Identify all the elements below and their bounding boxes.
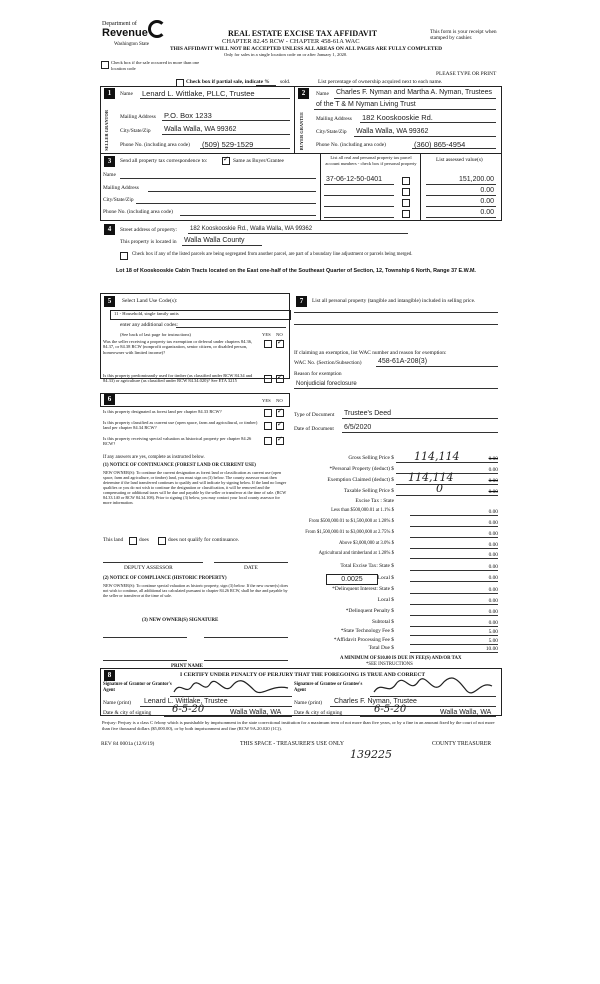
- tax-row-label: Local $: [377, 597, 394, 603]
- buyer-phone[interactable]: (360) 865-4954: [414, 140, 466, 149]
- same-as-buyer-label: Same as Buyer/Grantee: [233, 158, 284, 164]
- dept-line2: Revenue: [102, 27, 148, 39]
- buyer-phone-label: Phone No. (including area code): [316, 142, 386, 148]
- seller-city-label: City/State/Zip: [120, 128, 151, 134]
- legal-description[interactable]: Lot 18 of Kooskooskie Cabin Tracts located on the East one-half of the Southeast Quarter of Section, 12, Township 6 North, Range 37 E.W.M.: [116, 268, 476, 274]
- certify-statement: I CERTIFY UNDER PENALTY OF PERJURY THAT THE FOREGOING IS TRUE AND CORRECT: [180, 672, 426, 678]
- personal-property-label: List all personal property (tangible and intangible) included in selling price.: [312, 298, 476, 304]
- s5-q1-no[interactable]: [276, 340, 284, 348]
- doc-type-label: Type of Document: [294, 412, 335, 418]
- s6-q2-no[interactable]: [276, 422, 284, 430]
- s5-no-header: NO: [276, 332, 283, 337]
- tax-row-value[interactable]: 0.00: [488, 509, 498, 515]
- form-title: REAL ESTATE EXCISE TAX AFFIDAVIT: [228, 29, 378, 38]
- land-use-value: 11 - Household, single family units: [114, 311, 179, 316]
- seller-mailing-label: Mailing Address: [120, 114, 156, 120]
- deputy-date-label: DATE: [244, 565, 258, 571]
- s3-name-label: Name: [103, 172, 116, 178]
- tax-row-label: *State Technology Fee $: [340, 628, 394, 634]
- local-label: Local $: [377, 575, 394, 581]
- multi-location-checkbox[interactable]: [101, 61, 109, 69]
- grantee-name-label: Name (print): [294, 700, 322, 706]
- tax-row-label: Total Due $: [368, 645, 394, 651]
- notice2-body: NEW OWNER(S): To continue special valuation as historic property, sign (3) below. If the new owner(s) does not wish to continue, all additional tax calculated pursuant to chapter 84.26 RCW, shall be due and payable by the seller or transferor at the time of sale.: [103, 583, 289, 599]
- partial-sale-label: Check box if partial sale, indicate %: [186, 79, 270, 85]
- perjury-statement: Perjury: Perjury is a class C felony which is punishable by imprisonment in the state correctional institution for a maximum term of not more than five years, or by a fine in an amount fixed by the court of not more than five thousand dollars ($5,000.00), or by both imprisonment and fine (RCW 9A.20.020 (1C)).: [102, 720, 495, 731]
- does-not-label: does not qualify for continuance.: [168, 537, 240, 543]
- form-warning-sub: Only for sales in a single location code on or after January 1, 2020.: [224, 52, 348, 57]
- land-use-label: Select Land Use Code(s):: [122, 298, 178, 304]
- minimum-due: A MINIMUM OF $10.00 IS DUE IN FEE(S) AND/OR TAX: [340, 656, 462, 661]
- seller-phone-label: Phone No. (including area code): [120, 142, 190, 148]
- grantee-date[interactable]: 6-5-20: [374, 704, 407, 715]
- tax-row-value[interactable]: 5.00: [488, 629, 498, 635]
- section-1-badge: 1: [104, 88, 115, 99]
- logo-swoosh-icon: [148, 20, 166, 38]
- dept-line1: Department of: [102, 21, 137, 27]
- grantee-date-label: Date & city of signing: [294, 710, 343, 716]
- section-8-badge: 8: [104, 670, 115, 681]
- tax-row-label: *Personal Property (deduct) $: [329, 466, 394, 472]
- tax-row-label: Subtotal $: [371, 619, 394, 625]
- doc-type[interactable]: Trustee's Deed: [344, 410, 391, 417]
- additional-codes-label: enter any additional codes:: [120, 322, 178, 328]
- grantor-city[interactable]: Walla Walla, WA: [230, 709, 282, 716]
- form-warning: THIS AFFIDAVIT WILL NOT BE ACCEPTED UNLESS ALL AREAS ON ALL PAGES ARE FULLY COMPLETED: [170, 46, 443, 52]
- tax-row-label: From $1,500,000.01 to $3,000,000 at 2.75% $: [305, 530, 394, 535]
- tax-row-value[interactable]: 0.00: [488, 564, 498, 570]
- does-label: does: [139, 537, 149, 543]
- tax-row-value[interactable]: 0.00: [488, 456, 498, 462]
- does-checkbox[interactable]: [129, 537, 137, 545]
- tax-row-label: *Delinquent Interest: State $: [332, 586, 394, 592]
- parcel-number[interactable]: 37-06-12-50-0401: [326, 176, 383, 183]
- tax-row-label: *Delinquent Penalty $: [345, 608, 394, 614]
- grantor-date[interactable]: 6-5-20: [172, 704, 205, 715]
- s6-q3-yes[interactable]: [264, 437, 272, 445]
- segregated-label: Check box if any of the listed parcels are being segregated from another parcel, are part of a boundary line adjustment or parcels being merged.: [132, 252, 413, 257]
- s5-q2-yes[interactable]: [264, 375, 272, 383]
- notice2-title: (2) NOTICE OF COMPLIANCE (HISTORIC PROPERTY): [103, 576, 227, 581]
- s6-q1-no[interactable]: [276, 409, 284, 417]
- section-6-badge: 6: [104, 394, 115, 405]
- tax-row-hand: 114,114: [408, 471, 454, 484]
- tax-row-label: Excise Tax : State: [355, 498, 394, 504]
- buyer-mailing-label: Mailing Address: [316, 116, 352, 122]
- county[interactable]: Walla Walla County: [184, 237, 245, 244]
- located-label: This property is located in: [120, 239, 177, 245]
- seller-city[interactable]: Walla Walla, WA 99362: [164, 126, 237, 133]
- tax-row-value[interactable]: 0.00: [488, 587, 498, 593]
- tax-row-label: Exemption Claimed (deduct) $: [327, 477, 394, 483]
- treasurer-space: THIS SPACE - TREASURER'S USE ONLY: [240, 741, 345, 747]
- buyer-name-label: Name: [316, 91, 329, 97]
- print-name-label: PRINT NAME: [171, 664, 203, 669]
- personal-property-checkbox[interactable]: [402, 210, 410, 218]
- s3-phone-label: Phone No. (including area code): [103, 209, 173, 215]
- exemption-reason[interactable]: Nonjudicial foreclosure: [296, 381, 357, 387]
- sold-label: sold.: [280, 79, 291, 85]
- tax-row-label: From $500,000.01 to $1,500,000 at 1.28% $: [308, 519, 394, 524]
- buyer-side-label: BUYER GRANTEE: [299, 112, 304, 151]
- if-yes-label: If any answers are yes, complete as instructed below.: [103, 455, 205, 460]
- grantee-signature-icon: [370, 676, 496, 698]
- seller-phone[interactable]: (509) 529-1529: [202, 140, 254, 149]
- please-type: PLEASE TYPE OR PRINT: [436, 71, 497, 77]
- tax-row-hand: 114,114: [414, 450, 460, 463]
- tax-row-value[interactable]: 0.00: [488, 620, 498, 626]
- does-not-checkbox[interactable]: [158, 537, 166, 545]
- grantee-name[interactable]: Charles F. Nyman, Trustee: [334, 698, 417, 705]
- personal-property-checkbox[interactable]: [402, 199, 410, 207]
- buyer-name-line2[interactable]: of the T & M Nyman Living Trust: [316, 101, 416, 108]
- grantee-city[interactable]: Walla Walla, WA: [440, 709, 492, 716]
- assessed-value[interactable]: 0.00: [480, 209, 494, 216]
- section-3-badge: 3: [104, 156, 115, 167]
- same-as-buyer-checkbox[interactable]: [222, 157, 230, 165]
- treasurer-stamp-number: 139225: [350, 748, 392, 761]
- grantor-date-label: Date & city of signing: [103, 710, 152, 716]
- buyer-city-label: City/State/Zip: [316, 129, 347, 135]
- buyer-name-line1[interactable]: Charles F. Nyman and Martha A. Nyman, Trustees: [336, 89, 493, 96]
- deputy-assessor-label: DEPUTY ASSESSOR: [124, 565, 173, 571]
- doc-date-label: Date of Document: [294, 426, 334, 432]
- s6-yes-header: YES: [262, 398, 271, 403]
- multi-location-label: Check box if the sale occurred in more than one location code: [111, 60, 200, 71]
- parcel-header: List all real and personal property tax parcel account numbers - check box if personal property: [325, 155, 417, 166]
- s6-q2-yes[interactable]: [264, 422, 272, 430]
- land-use-select[interactable]: [110, 310, 291, 320]
- tax-row-label: Taxable Selling Price $: [343, 488, 394, 494]
- tax-row-label: Above $3,000,000 at 3.0% $: [338, 541, 394, 546]
- assessed-header: List assessed value(s): [436, 157, 483, 163]
- s5-q2: Is this property predominantly used for timber (as classified under RCW 84.34 and 84.33) or agriculture (as classified under RCW 84.34.020)? See ETA 3215: [103, 373, 253, 384]
- grantor-sig-label: Signature of Grantor or Grantor's Agent: [103, 682, 172, 693]
- s6-q3-no[interactable]: [276, 437, 284, 445]
- s3-mailing-label: Mailing Address: [103, 185, 139, 191]
- tax-row-value[interactable]: 5.00: [488, 638, 498, 644]
- tax-row-value[interactable]: 0.00: [488, 609, 498, 615]
- s3-city-label: City/State/Zip: [103, 197, 134, 203]
- s6-q2: Is this property classified as current use (open space, farm and agricultural, or timber) land per chapter 84.34 RCW?: [103, 420, 258, 431]
- seller-side-label: SELLER GRANTOR: [104, 110, 109, 151]
- doc-date[interactable]: 6/5/2020: [344, 424, 372, 431]
- tax-row-value[interactable]: 0.00: [488, 467, 498, 473]
- seller-mailing[interactable]: P.O. Box 1233: [164, 111, 212, 120]
- send-correspondence-label: Send all property tax correspondence to:: [120, 158, 208, 164]
- this-land-label: This land: [103, 537, 124, 543]
- notice1-title: (1) NOTICE OF CONTINUANCE (FOREST LAND OR CURRENT USE): [103, 463, 256, 468]
- notice3-title: (3) NEW OWNER(S) SIGNATURE: [142, 618, 219, 623]
- ownership-list-label: List percentage of ownership acquired next to each name.: [318, 79, 443, 85]
- s6-q3: Is this property receiving special valuation as historical property per chapter 84.26 RCW?: [103, 436, 252, 447]
- form-revision: REV 84 0001a (12/6/19): [101, 741, 155, 747]
- grantee-signature[interactable]: [370, 676, 496, 698]
- see-instructions: *SEE INSTRUCTIONS: [366, 662, 413, 667]
- tax-row-label: Gross Selling Price $: [348, 455, 394, 461]
- tax-row-label: *Affidavit Processing Fee $: [333, 637, 394, 643]
- seller-name[interactable]: Lenard L. Wittlake, PLLC, Trustee: [142, 89, 255, 98]
- form-chapter: CHAPTER 82.45 RCW - CHAPTER 458-61A WAC: [222, 38, 360, 45]
- wac-number[interactable]: 458-61A-208(3): [378, 358, 428, 365]
- see-back-label: (See back of last page for instructions): [120, 332, 191, 337]
- reason-label: Reason for exemption: [294, 371, 342, 377]
- assessed-value[interactable]: 0.00: [480, 198, 494, 205]
- section-2-badge: 2: [298, 88, 309, 99]
- s6-no-header: NO: [276, 398, 283, 403]
- grantor-signature[interactable]: [170, 678, 292, 698]
- notice1-body: NEW OWNER(S): To continue the current designation as forest land or classification as current use (open space, farm and agriculture, or timber) land, you must sign on (3) below. The county assessor must then determine if the land transferred continues to qualify and will indicate by signing below. If the land no longer qualifies or you do not wish to continue the designation or classification, it will be removed and the compensating or additional taxes will be due and payable by the seller or transferor at the time of sale. (RCW 84.33.140 or RCW 84.34.108). Prior to signing (3) below, you may contact your local county assessor for more information.: [103, 470, 287, 506]
- assessed-value[interactable]: 0.00: [480, 187, 494, 194]
- s6-q1-yes[interactable]: [264, 409, 272, 417]
- tax-row-label: Total Excise Tax: State $: [340, 563, 394, 569]
- county-treasurer: COUNTY TREASURER: [432, 741, 492, 747]
- tax-row-value[interactable]: 0.00: [488, 531, 498, 537]
- s5-yes-header: YES: [262, 332, 271, 337]
- section-4-badge: 4: [104, 224, 115, 235]
- tax-row-value[interactable]: 0.00: [488, 552, 498, 558]
- wac-label: WAC No. (Section/Subsection): [294, 360, 362, 366]
- section-5-badge: 5: [104, 296, 115, 307]
- grantor-name[interactable]: Lenard L. Wittlake, Trustee: [144, 698, 228, 705]
- buyer-city[interactable]: Walla Walla, WA 99362: [356, 128, 429, 135]
- tax-row-hand: 0: [436, 482, 443, 495]
- local-value[interactable]: 0.00: [488, 575, 498, 581]
- grantor-signature-icon: [170, 678, 292, 698]
- local-rate[interactable]: 0.0025: [326, 574, 378, 585]
- segregated-checkbox[interactable]: [120, 252, 128, 260]
- s5-q1: Was the seller receiving a property tax exemption or deferral under chapters 84.36, 84.37, or 84.38 RCW (nonprofit organization, senior citizen, or disabled person, homeowner with limited income)?: [103, 339, 253, 355]
- street-address[interactable]: 182 Kooskooskie Rd., Walla Walla, WA 99362: [190, 226, 313, 232]
- tax-row-label: Less than $500,000.01 at 1.1% $: [331, 508, 394, 513]
- s5-q2-no[interactable]: [276, 375, 284, 383]
- tax-row-value[interactable]: 0.00: [488, 520, 498, 526]
- street-label: Street address of property:: [120, 227, 178, 233]
- receipt-note: This form is your receipt when stamped by cashier.: [430, 29, 497, 42]
- tax-row-value[interactable]: 0.00: [488, 598, 498, 604]
- tax-row-label: Agricultural and timberland at 1.28% $: [318, 551, 394, 556]
- personal-property-checkbox[interactable]: [402, 177, 410, 185]
- dor-logo: [102, 18, 172, 50]
- dept-line3: Washington State: [114, 42, 150, 47]
- tax-row-value[interactable]: 0.00: [488, 478, 498, 484]
- tax-row-value[interactable]: 0.00: [488, 542, 498, 548]
- assessed-value[interactable]: 151,200.00: [458, 176, 494, 183]
- personal-property-checkbox[interactable]: [402, 188, 410, 196]
- section-7-badge: 7: [296, 296, 307, 307]
- s5-q1-yes[interactable]: [264, 340, 272, 348]
- grantor-name-label: Name (print): [103, 700, 131, 706]
- seller-name-label: Name: [120, 91, 133, 97]
- exemption-label: If claiming an exemption, list WAC number and reason for exemption:: [294, 350, 447, 356]
- tax-row-value[interactable]: 0.00: [488, 489, 498, 495]
- buyer-mailing[interactable]: 182 Kooskooskie Rd.: [362, 113, 433, 122]
- tax-row-value[interactable]: 10.00: [485, 646, 498, 652]
- grantee-sig-label: Signature of Grantee or Grantee's Agent: [294, 682, 363, 693]
- s6-q1: Is this property designated as forest land per chapter 84.33 RCW?: [103, 409, 222, 414]
